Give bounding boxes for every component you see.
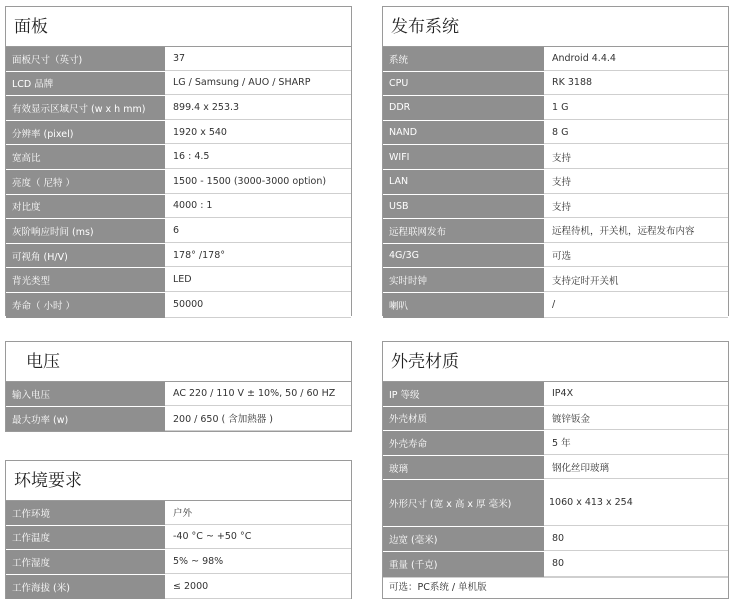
spec-row (383, 219, 728, 244)
spec-value: 1920 x 540 (165, 121, 351, 145)
spec-row (383, 407, 728, 432)
spec-row (383, 456, 728, 481)
spec-row (6, 96, 351, 121)
spec-row (6, 575, 351, 600)
spec-label: NAND (383, 121, 544, 145)
spec-row (6, 195, 351, 220)
spec-value: 支持 (544, 170, 728, 194)
spec-label: 工作海拔 (米) (6, 575, 165, 600)
spec-value: 支持 (544, 145, 728, 169)
spec-label: 输入电压 (6, 382, 165, 406)
spec-label: 外壳材质 (383, 407, 544, 431)
spec-value: 80 (544, 552, 728, 577)
spec-label: 系统 (383, 47, 544, 71)
spec-label: 远程联网发布 (383, 219, 544, 243)
spec-label: 工作温度 (6, 526, 165, 550)
spec-row (383, 552, 728, 577)
spec-value: 8 G (544, 121, 728, 145)
spec-row (383, 195, 728, 220)
spec-value: IP4X (544, 382, 728, 406)
spec-label: 工作湿度 (6, 550, 165, 574)
spec-value: 支持定时开关机 (544, 268, 728, 292)
spec-row (6, 501, 351, 526)
spec-value: 镀锌钣金 (544, 407, 728, 431)
spec-row (6, 72, 351, 97)
environment-section (5, 460, 352, 599)
section-title: 电压 (6, 342, 351, 382)
spec-value: LG / Samsung / AUO / SHARP (165, 72, 351, 96)
spec-value: 远程待机，开关机，远程发布内容 (544, 219, 728, 243)
spec-label: 面板尺寸（英寸) (6, 47, 165, 71)
section-title: 面板 (6, 7, 351, 47)
spec-label: 对比度 (6, 195, 165, 219)
spec-table (6, 501, 351, 599)
spec-label: 最大功率 (w) (6, 407, 165, 432)
spec-row (6, 244, 351, 269)
spec-label: DDR (383, 96, 544, 120)
spec-value: 6 (165, 219, 351, 243)
spec-label: 玻璃 (383, 456, 544, 480)
spec-table (6, 47, 351, 318)
section-title: 环境要求 (6, 461, 351, 501)
spec-row (383, 96, 728, 121)
spec-row (383, 145, 728, 170)
spec-label: 分辨率 (pixel) (6, 121, 165, 145)
spec-value: LED (165, 268, 351, 292)
spec-label: 宽高比 (6, 145, 165, 169)
spec-value: 200 / 650 ( 含加熱器 ) (165, 407, 351, 432)
spec-label: 亮度（ 尼特 ） (6, 170, 165, 194)
spec-value: AC 220 / 110 V ± 10%, 50 / 60 HZ (165, 382, 351, 406)
spec-label: 重量 (千克) (383, 552, 544, 577)
spec-row (6, 47, 351, 72)
spec-label: 外形尺寸 (宽 x 高 x 厚 毫米) (383, 480, 544, 526)
spec-row (383, 47, 728, 72)
spec-label: LCD 品牌 (6, 72, 165, 96)
spec-value: 80 (544, 527, 728, 551)
spec-row (6, 526, 351, 551)
spec-label: 喇叭 (383, 293, 544, 318)
spec-value: / (544, 293, 728, 318)
spec-label: 可视角 (H/V) (6, 244, 165, 268)
spec-label: LAN (383, 170, 544, 194)
section-title: 发布系统 (383, 7, 728, 47)
options-note: 可选：PC系统 / 单机版 (383, 577, 728, 598)
spec-value: 1 G (544, 96, 728, 120)
spec-label: 工作环境 (6, 501, 165, 525)
spec-value: Android 4.4.4 (544, 47, 728, 71)
spec-label: 灰阶响应时间 (ms) (6, 219, 165, 243)
spec-row (6, 145, 351, 170)
section-title: 外壳材质 (383, 342, 728, 382)
spec-row (383, 480, 728, 527)
spec-label: 外壳寿命 (383, 431, 544, 455)
spec-row (383, 72, 728, 97)
spec-row (383, 244, 728, 269)
spec-row (383, 527, 728, 552)
spec-value: 16 : 4.5 (165, 145, 351, 169)
spec-row (383, 268, 728, 293)
spec-row (6, 219, 351, 244)
spec-row (6, 407, 351, 432)
spec-table (383, 47, 728, 318)
spec-row (6, 550, 351, 575)
spec-value: 37 (165, 47, 351, 71)
spec-value: 50000 (165, 293, 351, 318)
spec-label: 背光类型 (6, 268, 165, 292)
spec-row (383, 431, 728, 456)
panel-spec-section (5, 6, 352, 316)
spec-label: WIFI (383, 145, 544, 169)
spec-label: 有效显示区域尺寸 (w x h mm) (6, 96, 165, 120)
spec-label: IP 等级 (383, 382, 544, 406)
publish-system-section (382, 6, 729, 316)
spec-value: 户外 (165, 501, 351, 525)
spec-row (383, 170, 728, 195)
spec-value: 5% ~ 98% (165, 550, 351, 574)
spec-value: 5 年 (544, 431, 728, 455)
spec-row (6, 293, 351, 318)
spec-value: 支持 (544, 195, 728, 219)
spec-table (383, 382, 728, 577)
spec-value: 178° /178° (165, 244, 351, 268)
spec-value: 钢化丝印玻璃 (544, 456, 728, 480)
spec-value: 可选 (544, 244, 728, 268)
spec-row (6, 268, 351, 293)
spec-label: USB (383, 195, 544, 219)
spec-label: 4G/3G (383, 244, 544, 268)
spec-row (6, 170, 351, 195)
spec-label: 边宽 (毫米) (383, 527, 544, 551)
spec-label: CPU (383, 72, 544, 96)
spec-row (383, 121, 728, 146)
voltage-section (5, 341, 352, 432)
spec-row (383, 293, 728, 318)
spec-row (6, 382, 351, 407)
spec-label: 实时时钟 (383, 268, 544, 292)
housing-section (382, 341, 729, 599)
spec-value: RK 3188 (544, 72, 728, 96)
spec-label: 寿命（ 小时 ） (6, 293, 165, 318)
spec-value: 1500 - 1500 (3000-3000 option) (165, 170, 351, 194)
spec-value: ≤ 2000 (165, 575, 351, 600)
spec-value: -40 °C ~ +50 °C (165, 526, 351, 550)
spec-value: 1060 x 413 x 254 (544, 480, 728, 526)
spec-row (6, 121, 351, 146)
spec-row (383, 382, 728, 407)
spec-value: 899.4 x 253.3 (165, 96, 351, 120)
spec-table (6, 382, 351, 431)
spec-value: 4000 : 1 (165, 195, 351, 219)
